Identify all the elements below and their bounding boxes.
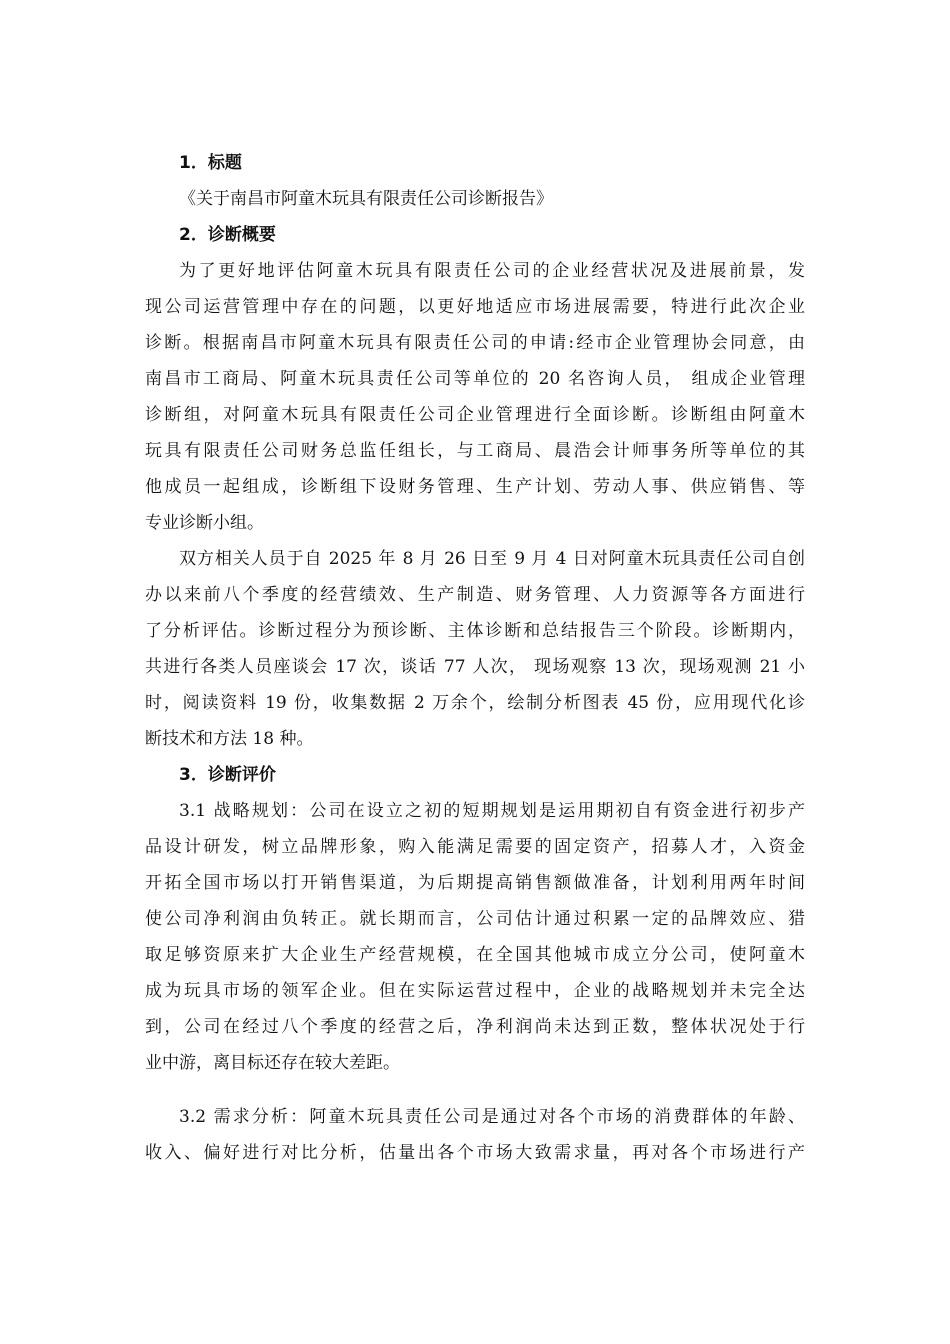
text-line: 诊断。根据南昌市阿童木玩具有限责任公司的申请:经市企业管理协会同意，由 [145, 333, 805, 353]
text-line: 收入、偏好进行对比分析，估量出各个市场大致需求量，再对各个市场进行产 [145, 1143, 805, 1163]
paragraph-gap [145, 1081, 805, 1099]
text-line: 共进行各类人员座谈会 17 次，谈话 77 人次， 现场观察 13 次，现场观测 21 小 [145, 657, 805, 677]
text-line: 品设计研发，树立品牌形象，购入能满足需要的固定资产，招募人才，入资金 [145, 837, 805, 857]
section-heading-overview: 2．诊断概要 [179, 225, 276, 245]
text-line: 了分析评估。诊断过程分为预诊断、主体诊断和总结报告三个阶段。诊断期内， [145, 621, 805, 641]
text-line: 双方相关人员于自 2025 年 8 月 26 日至 9 月 4 日对阿童木玩具责任公司自创 [179, 549, 805, 569]
section-heading-evaluation: 3．诊断评价 [179, 765, 276, 785]
text-line: 办以来前八个季度的经营绩效、生产制造、财务管理、人力资源等各方面进行 [145, 585, 805, 605]
text-line: 到，公司在经过八个季度的经营之后，净利润尚未达到正数，整体状况处于行 [145, 1017, 805, 1037]
paragraph-overview-1 [145, 253, 805, 541]
text-line: 时，阅读资料 19 份，收集数据 2 万余个，绘制分析图表 45 份，应用现代化诊 [145, 693, 805, 713]
text-line: 成为玩具市场的领军企业。但在实际运营过程中，企业的战略规划并未完全达 [145, 981, 805, 1001]
text-line: 现公司运营管理中存在的问题，以更好地适应市场进展需要，特进行此次企业 [145, 297, 805, 317]
text-line: 为了更好地评估阿童木玩具有限责任公司的企业经营状况及进展前景，发 [179, 261, 805, 281]
paragraph-demand [145, 1099, 805, 1171]
document-body [145, 145, 805, 1171]
text-line: 断技术和方法 18 种。 [145, 729, 314, 749]
text-line: 业中游，离目标还存在较大差距。 [145, 1053, 400, 1073]
report-title: 《关于南昌市阿童木玩具有限责任公司诊断报告》 [179, 189, 553, 209]
text-line: 使公司净利润由负转正。就长期而言，公司估计通过积累一定的品牌效应、猎 [145, 909, 805, 929]
text-line: 取足够资原来扩大企业生产经营规模，在全国其他城市成立分公司，使阿童木 [145, 945, 805, 965]
text-line: 诊断组，对阿童木玩具有限责任公司企业管理进行全面诊断。诊断组由阿童木 [145, 405, 805, 425]
text-line: 3.1 战略规划：公司在设立之初的短期规划是运用期初自有资金进行初步产 [179, 801, 805, 821]
paragraph-overview-2 [145, 541, 805, 757]
text-line: 开拓全国市场以打开销售渠道，为后期提高销售额做准备，计划利用两年时间 [145, 873, 805, 893]
text-line: 专业诊断小组。 [145, 513, 264, 533]
text-line: 他成员一起组成，诊断组下设财务管理、生产计划、劳动人事、供应销售、等 [145, 477, 805, 497]
text-line: 3.2 需求分析：阿童木玩具责任公司是通过对各个市场的消费群体的年龄、 [179, 1107, 805, 1127]
section-heading-title: 1．标题 [179, 153, 242, 173]
text-line: 玩具有限责任公司财务总监任组长，与工商局、晨浩会计师事务所等单位的其 [145, 441, 805, 461]
text-line: 南昌市工商局、阿童木玩具责任公司等单位的 20 名咨询人员， 组成企业管理 [145, 369, 805, 389]
paragraph-strategy [145, 793, 805, 1081]
